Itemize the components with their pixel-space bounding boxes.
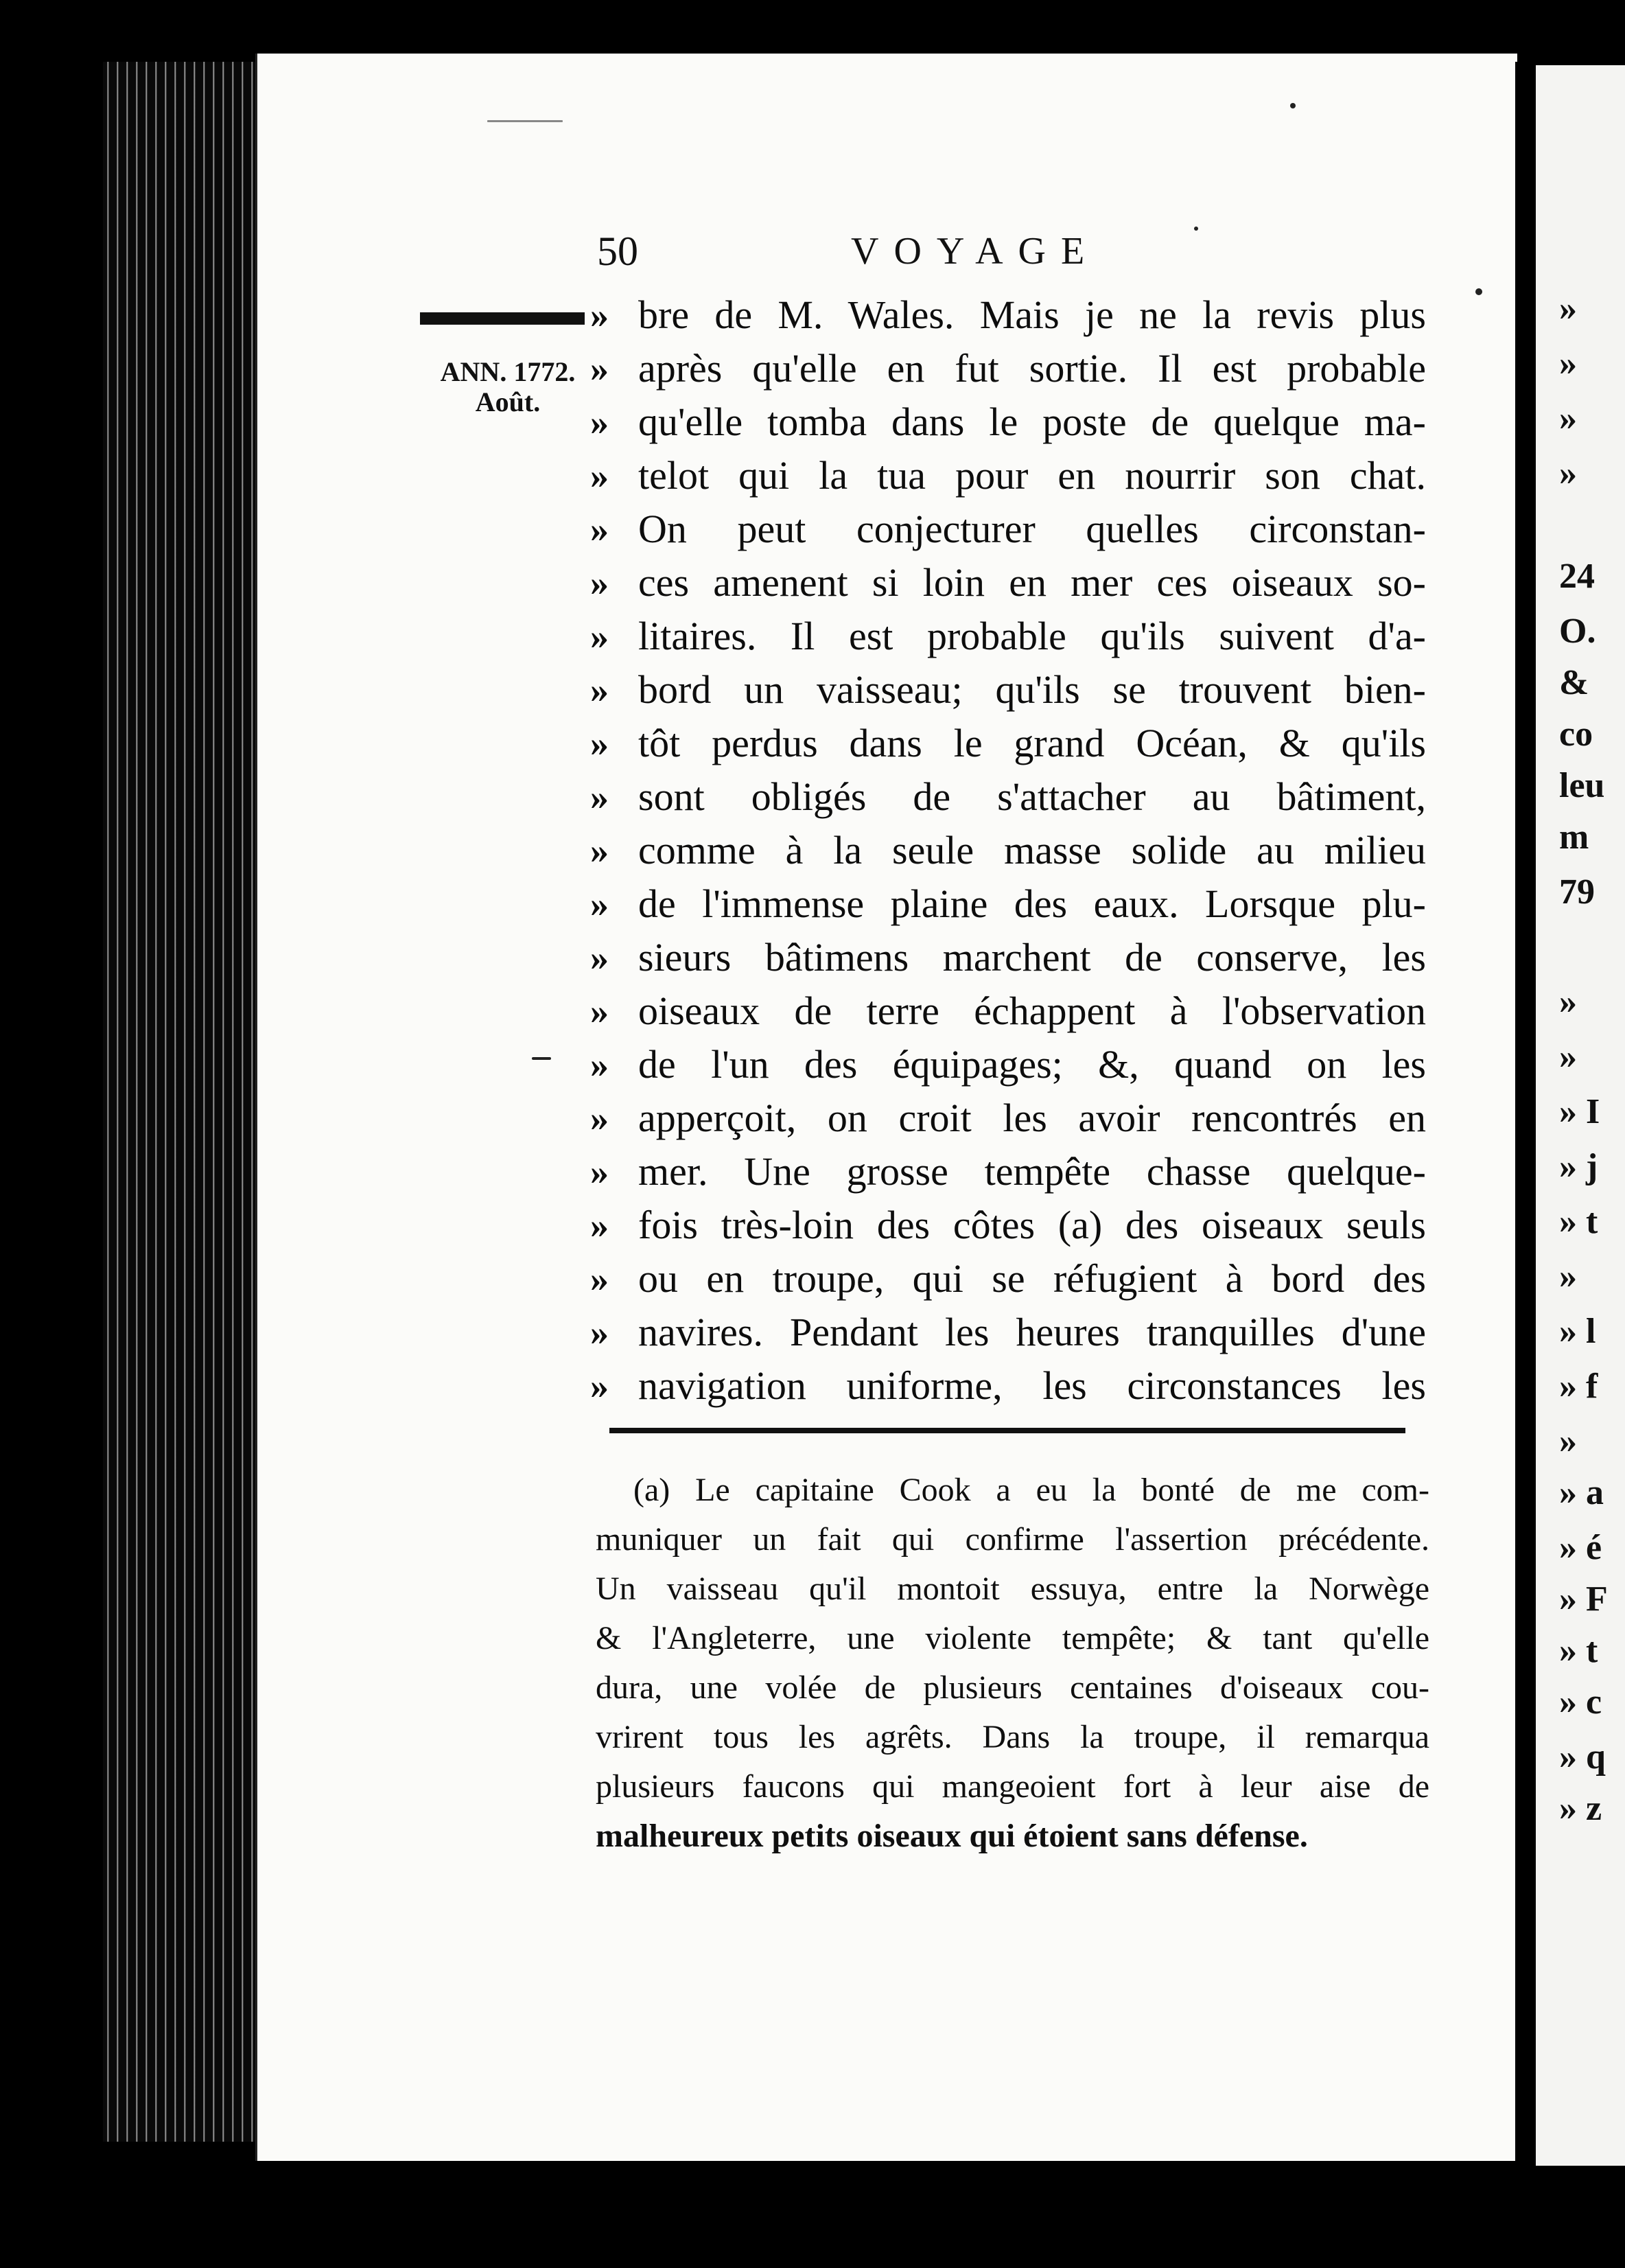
footnote-line: (a) Le capitaine Cook a eu la bonté de me com- <box>633 1472 1429 1508</box>
margin-rule <box>420 312 585 325</box>
text-line-content: de l'immense plaine des eaux. Lorsque plu- <box>638 881 1426 926</box>
quotation-mark: » <box>590 509 609 550</box>
right-page-fragment-text: » <box>1559 454 1577 493</box>
text-line-content: navigation uniforme, les circonstances les <box>638 1363 1426 1408</box>
text-line-content: mer. Une grosse tempête chasse quelque- <box>638 1149 1426 1194</box>
text-line-content: sieurs bâtimens marchent de conserve, les <box>638 935 1426 980</box>
quotation-mark: » <box>590 776 609 818</box>
text-line <box>590 1199 1427 1252</box>
text-line-content: oiseaux de terre échappent à l'observation <box>638 988 1426 1033</box>
footnote-line: & l'Angleterre, une violente tempête; & tant qu'elle <box>596 1620 1429 1656</box>
right-page-fragment-text: 79 <box>1559 872 1595 912</box>
text-line-content: apperçoit, on croit les avoir rencontrés en <box>638 1096 1426 1140</box>
margin-note-year: ANN. 1772. <box>440 356 576 387</box>
footnote-line: vrirent tous les agrêts. Dans la troupe, il remarqua <box>596 1719 1429 1755</box>
text-line-content: fois très-loin des côtes (a) des oiseaux seuls <box>638 1203 1426 1247</box>
quotation-mark: » <box>590 562 609 603</box>
quotation-mark: » <box>590 455 609 496</box>
right-page-fragment-text: » q <box>1559 1737 1606 1777</box>
page-number: 50 <box>597 229 638 274</box>
text-line-content: navires. Pendant les heures tranquilles d'une <box>638 1310 1426 1354</box>
quotation-mark: » <box>590 1258 609 1299</box>
quotation-mark: » <box>590 669 609 710</box>
right-page-fragment-text: » z <box>1559 1789 1602 1828</box>
scan-speck <box>1290 103 1296 108</box>
right-page-fragment-text: » é <box>1559 1528 1602 1567</box>
text-line <box>590 931 1427 984</box>
right-page-fragment-text: » <box>1559 982 1577 1021</box>
margin-note-month: Août. <box>475 386 541 417</box>
text-line-content: de l'un des équipages; &, quand on les <box>638 1042 1426 1087</box>
text-line <box>590 663 1427 717</box>
quotation-mark: » <box>590 883 609 925</box>
quotation-mark: » <box>590 830 609 871</box>
text-line <box>590 717 1427 770</box>
text-line <box>590 1359 1427 1413</box>
text-line <box>590 877 1427 931</box>
right-page-fragment-text: » c <box>1559 1682 1602 1722</box>
right-page-fragment-text: » <box>1559 399 1577 438</box>
right-page-fragment-text: & <box>1559 663 1589 702</box>
text-line <box>590 1091 1427 1145</box>
text-line-content: ces amenent si loin en mer ces oiseaux so- <box>638 560 1426 605</box>
text-line-content: tôt perdus dans le grand Océan, & qu'ils <box>638 721 1426 765</box>
quotation-mark: » <box>590 1151 609 1192</box>
text-line <box>590 342 1427 395</box>
footnote-line: plusieurs faucons qui mangeoient fort à leur aise de <box>596 1768 1429 1805</box>
text-line <box>590 610 1427 663</box>
running-title: VOYAGE <box>851 230 1100 273</box>
right-page-fragment-text: » <box>1559 289 1577 328</box>
text-line <box>590 984 1427 1038</box>
right-page-fragment-text: » t <box>1559 1631 1598 1670</box>
right-page-fragment-text: » <box>1559 344 1577 383</box>
scan-speck <box>1475 288 1482 295</box>
quotation-mark: » <box>590 1365 609 1407</box>
quotation-mark: » <box>590 723 609 764</box>
text-line <box>590 288 1427 342</box>
right-page-fragment-text: O. <box>1559 612 1596 651</box>
right-page-fragment-text: » j <box>1559 1147 1598 1186</box>
main-text-block <box>590 288 1427 1413</box>
text-line <box>590 824 1427 877</box>
scan-speck <box>1194 227 1198 231</box>
right-page-fragment-text: » f <box>1559 1367 1598 1406</box>
right-page-fragment-text: » I <box>1559 1092 1600 1131</box>
right-page-fragment-text: » F <box>1559 1579 1608 1619</box>
text-line-content: qu'elle tomba dans le poste de quelque ma- <box>638 400 1426 444</box>
quotation-mark: » <box>590 294 609 336</box>
footnote-line: Un vaisseau qu'il montoit essuya, entre la Norwège <box>596 1571 1429 1607</box>
text-line-content: bord un vaisseau; qu'ils se trouvent bien- <box>638 667 1426 712</box>
scan-speck <box>487 120 563 122</box>
right-page-fragment-text: » <box>1559 1422 1577 1461</box>
quotation-mark: » <box>590 616 609 657</box>
right-page-fragment-text: m <box>1559 818 1589 857</box>
page-header <box>597 228 1434 283</box>
text-line <box>590 770 1427 824</box>
footnote-line: dura, une volée de plusieurs centaines d'oiseaux cou- <box>596 1669 1429 1706</box>
footnote-line: muniquer un fait qui confirme l'assertion précédente. <box>596 1521 1429 1558</box>
text-line <box>590 1038 1427 1091</box>
text-line-content: comme à la seule masse solide au milieu <box>638 828 1426 872</box>
text-line <box>590 502 1427 556</box>
text-line <box>590 1306 1427 1359</box>
right-page-fragment-text: » <box>1559 1037 1577 1076</box>
quotation-mark: » <box>590 1312 609 1353</box>
text-line-content: bre de M. Wales. Mais je ne la revis plus <box>638 292 1426 337</box>
quotation-mark: » <box>590 937 609 978</box>
text-line-content: ou en troupe, qui se réfugient à bord des <box>638 1256 1426 1301</box>
footnote-rule <box>609 1428 1405 1433</box>
text-line-content: litaires. Il est probable qu'ils suivent d'a- <box>638 614 1426 658</box>
quotation-mark: » <box>590 402 609 443</box>
text-line <box>590 556 1427 610</box>
quotation-mark: » <box>590 1205 609 1246</box>
text-line-content: On peut conjecturer quelles circonstan- <box>638 507 1426 551</box>
quotation-mark: » <box>590 991 609 1032</box>
book-gutter <box>1515 62 1536 2162</box>
text-line-content: telot qui la tua pour en nourrir son chat. <box>638 453 1426 498</box>
text-line <box>590 1252 1427 1306</box>
quotation-mark: » <box>590 1098 609 1139</box>
right-page-fragment-text: » <box>1559 1257 1577 1296</box>
stacked-page-edges <box>103 62 257 2142</box>
footnote-line: malheureux petits oiseaux qui étoient sans défense. <box>596 1818 1308 1854</box>
right-page-fragment-text: » t <box>1559 1202 1598 1241</box>
right-page-fragment-text: leu <box>1559 766 1605 805</box>
margin-note <box>425 357 590 417</box>
quotation-mark: » <box>590 1044 609 1085</box>
text-line <box>590 449 1427 502</box>
right-page-fragment-text: » a <box>1559 1473 1604 1512</box>
text-line-content: après qu'elle en fut sortie. Il est probable <box>638 346 1426 391</box>
text-line-content: sont obligés de s'attacher au bâtiment, <box>638 774 1426 819</box>
scan-speck <box>532 1057 551 1060</box>
text-line <box>590 1145 1427 1199</box>
footnote-block <box>596 1466 1429 1861</box>
right-page-fragment-text: 24 <box>1559 557 1595 596</box>
right-page-fragment-text: » l <box>1559 1312 1596 1351</box>
text-line <box>590 395 1427 449</box>
right-page-fragment-text: co <box>1559 715 1593 754</box>
quotation-mark: » <box>590 348 609 389</box>
